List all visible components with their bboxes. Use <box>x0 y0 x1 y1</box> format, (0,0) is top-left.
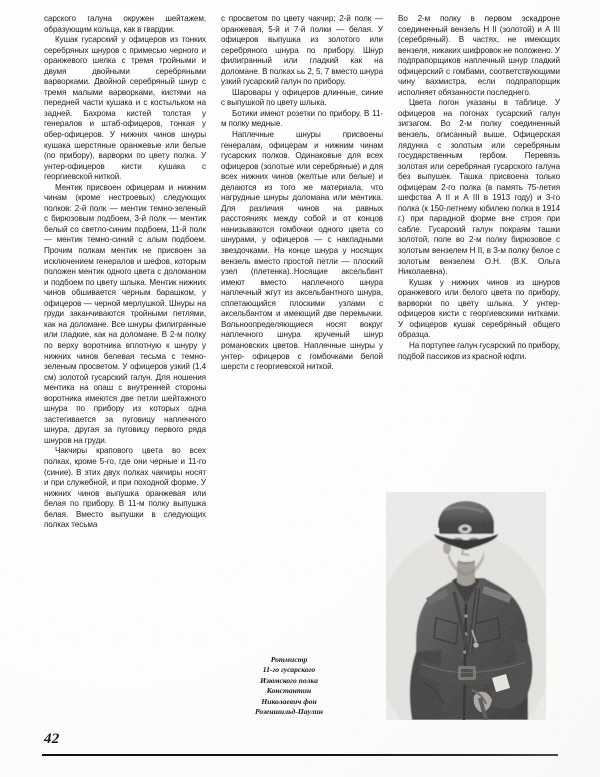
caption-line: 11-го гусарского <box>262 665 316 675</box>
paragraph: Кушак гусарский у офицеров из тонких серебряных шнуров с примесью черного и оранжевого шелка с тремя тройными и двумя двойными серебряными варворками. Двойной серебряный шнур с тремя малыми варворками, кистями на передней части кушака и с костыльком на задней. Бахрома кистей толстая у генералов и штаб-офицеров, тонкая у обер-офицеров. У нижних чинов шнуры кушака шерстяные оранжевые или белые (по прибору), варворки по цвету полка. У унтер-офицеров кисти кушака с георгиевской ниткой. <box>44 35 206 182</box>
caption-line: Розеншильд-Паулин <box>255 707 323 717</box>
paragraph: Кушак у нижних чинов из шнуров оранжевого или белого цвета по прибору, варворки по цвету шлыка. У унтер-офицеров кисти с георгиевскими нитками. У офицеров кушак серебряный общего образца. <box>398 277 560 340</box>
column-2 <box>221 14 383 694</box>
paragraph: с просветом по цвету чакчир; 2-й полк — оранжевая, 5-й и 7-й полки — белая. У офицеров выпушка из золотого или серебряного шнура по прибору. Шнур филигранный или гладкий как на доломане. В полках ьь 2, 5, 7 вместо шнура узкий гусарский галун по прибору. <box>221 14 383 87</box>
page-number: 42 <box>44 731 60 747</box>
caption-line: Константин <box>266 686 312 696</box>
paragraph: сарского галуна окружен шейтажем, образующим кольца, как в гвардии. <box>44 14 206 34</box>
paragraph: Во 2-м полку в первом эскадроне соединенный вензель Н II (золотой) и А III (серебряный). В частях, не имеющих вензеля, никаких шифровок не положено. У подпрапорщиков наплечный шнур гладкий офицерский с гомбами, соответствующими чину вахмистра, если подпрапорщик исполняет обязанности последнего. <box>398 14 560 97</box>
caption-line: Николаевич фон <box>261 696 317 706</box>
column-1 <box>44 14 206 694</box>
footer-rule <box>42 754 558 756</box>
paragraph: Ботики имеют розетки по прибору. В 11-м полку медные. <box>221 108 383 129</box>
figure-caption <box>230 655 348 717</box>
paragraph: Шаровары у офицеров длинные, синие с выпушкой по цвету шлыка. <box>221 87 383 108</box>
paragraph: Наплечные шнуры присвоены генералам, офицерам и нижним чинам гусарских полков. Одинаковые для всех офицеров (золотые или серебряные) и для всех нижних чинов (желтые или белые) и делаются из того же материала, что нагрудные шнуры доломана или ментика. Для различия чинов на равных расстояниях между собой и от концов нанизываются гомбочки одного цвета со шнурами, у офицеров — с накладными звездочками. На конце шнура у носящих вензель вместо простой петли — плоский узел (плетенка)..Носящие аксельбант имеют вместо наплечного шнура наплечный жгут из аксельбантного шнура, сплетающийся плоскими узлами с аксельбантом и имеющий две перемычки. Вольноопределяющиеся носят вокруг наплечного шнура крученый шнур романовских цветов. Наплечные шнуры у унтер- офицеров с гомбочками белой шерсти с георгиевской ниткой. <box>221 130 383 372</box>
paragraph: Ментик присвоен офицерам и нижним чинам (кроме нестроевых) следующих полков: 2-й полк — ментик темно-зеленый с бирюзовым подбоем, 3-й полк — ментик белый со светло-синим подбоем, 11-й полк — ментик темно-синий с алым подбоем. Прочим полкам ментик не присвоен за исключением генералов и шефов, которым положен ментик одного цвета с доломаном и подбоем по цвету шлыка. Ментик нижних чинов обшивается черным барашком, у офицеров — черной мерлушкой. Шнуры на груди заканчиваются тройными петлями, как на доломане. Все шнуры филигранные или гладкие, как на доломане. В 2-м полку по верху воротника вплотную к шнуру у нижних чинов белевая тесьма с темно-зеленым просветом. У офицеров узкий (1,4 см) золотой гусарский галун. Для ношения ментика на опаш с внутренней стороны воротника имеются две петли шейтажного шнура по прибору из которых одна застегивается за пуговицу наплечного шнура, другая за пуговицу первого ряда шнуров на груди. <box>44 182 206 445</box>
officer-photograph <box>386 492 546 720</box>
paragraph: Цвета погон указаны в таблице. У офицеров на погонах гусарский галун зигзагом. Во 2-м полку соединенный вензель, описанный выше. Офицерская лядунка с золотым или серебряным государственным гербом. Перевязь золотая или серебряная гусарского галуна без выпушек. Ташка присвоена только офицерам 2-го полка (в память 75-летия шефства А II и А III в 1913 году) и 3-го полка (к 150-летнему юбилею полка в 1914 г.) при парадной форме вне строя при сабле. Гусарский галун покраям ташки золотой, поле во 2-м полку бирюзовое с золотым вензелем Н II, в 3-м полку белое с золотым вензелем О.Н. (В.К. Ольга Николаевна). <box>398 98 560 277</box>
paragraph: На портупее галун гусарский по прибору, подбой пассиков из красной юфти. <box>398 340 560 361</box>
caption-line: Изюмского полка <box>260 675 318 685</box>
caption-line: Ротмистр <box>270 655 308 664</box>
paragraph: Чакчиры крапового цвета во всех полках, кроме 5-го, где они черные и 11-го (синие). В этих двух полках чакчиры носят и при служебной, и при походной форме. У нижних чинов выпушка оранжевая или белая по прибору. В 11-м полку выпушка белая. Вместо выпушки в следующих полках тесьма <box>44 446 206 530</box>
